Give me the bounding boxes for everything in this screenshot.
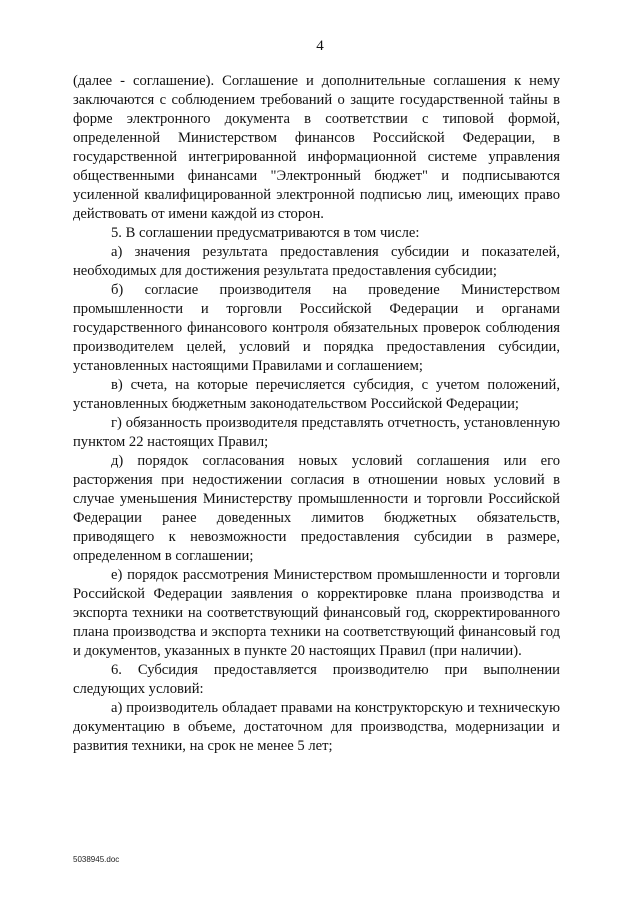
paragraph-clause-5a: а) значения результата предоставления субсидии и показателей, необходимых для достижения результата предоставления субсидии; bbox=[73, 244, 560, 279]
paragraph-clause-5v: в) счета, на которые перечисляется субсидия, с учетом положений, установленных бюджетным законодательством Российской Федерации; bbox=[73, 377, 560, 412]
paragraph-clause-5b: б) согласие производителя на проведение Министерством промышленности и торговли Российской Федерации и органами государственного финансового контроля обязательных проверок соблюдения производителем целей, условий и порядка предоставления субсидии, установленных настоящими Правилами и соглашением; bbox=[73, 282, 560, 374]
paragraph-clause-6: 6. Субсидия предоставляется производителю при выполнении следующих условий: bbox=[73, 662, 560, 697]
paragraph-clause-5: 5. В соглашении предусматриваются в том числе: bbox=[111, 225, 420, 241]
document-body bbox=[73, 72, 560, 756]
paragraph-clause-5g: г) обязанность производителя представлять отчетность, установленную пунктом 22 настоящих Правил; bbox=[73, 415, 560, 450]
paragraph-clause-5e: е) порядок рассмотрения Министерством промышленности и торговли Российской Федерации заявления о корректировке плана производства и экспорта техники на соответствующий финансовый год, скорректированного плана производства и экспорта техники на соответствующий финансовый год и документов, указанных в пункте 20 настоящих Правил (при наличии). bbox=[73, 567, 560, 659]
paragraph-clause-6a: а) производитель обладает правами на конструкторскую и техническую документацию в объеме, достаточном для производства, модернизации и развития техники, на срок не менее 5 лет; bbox=[73, 700, 560, 754]
paragraph-agreement-continuation: (далее - соглашение). Соглашение и дополнительные соглашения к нему заключаются с соблюдением требований о защите государственной тайны в форме электронного документа в соответствии с типовой формой, определенной Министерством финансов Российской Федерации, в государственной интегрированной информационной системе управления общественными финансами "Электронный бюджет" и подписываются усиленной квалифицированной электронной подписью лиц, имеющих право действовать от имени каждой из сторон. bbox=[73, 73, 560, 222]
paragraph-clause-5d: д) порядок согласования новых условий соглашения или его расторжения при недостижении согласия в отношении новых условий в случае уменьшения Министерству промышленности и торговли Российской Федерации ранее доведенных лимитов бюджетных обязательств, приводящего к невозможности предоставления субсидии в размере, определенном в соглашении; bbox=[73, 453, 560, 564]
page-number: 4 bbox=[316, 38, 324, 54]
footer-document-code: 5038945.doc bbox=[73, 855, 120, 864]
